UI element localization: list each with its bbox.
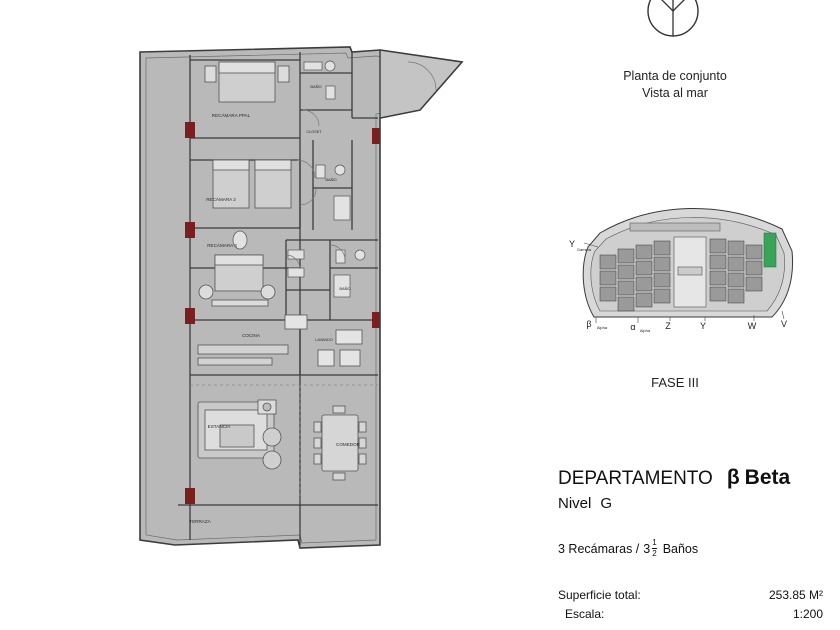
keyplan-axis-label: W [747,321,757,331]
phase-label: FASE III [651,375,699,390]
total-label: Escala: [565,607,605,621]
room-label: BAÑO [339,286,351,291]
department-name: Beta [744,466,791,489]
room-label: COCINA [242,333,260,338]
compass-rose-icon [640,0,706,44]
view-title-line1: Planta de conjunto [623,69,727,83]
level-value: G [600,495,613,512]
keyplan-axis-label: Z [665,321,671,331]
keyplan-highlight-unit [764,233,776,267]
room-label: COMEDOR [336,442,360,447]
keyplan-diagram [560,185,800,350]
rooms-count-text: 3 Recámaras / [558,541,640,556]
room-label: BAÑO [310,84,322,89]
department-title [558,466,790,490]
total-row [558,586,823,605]
level-label: Nivel [558,495,592,512]
view-title [540,68,810,102]
room-label: BAÑO [325,177,337,182]
department-greek-symbol: β [726,466,740,489]
room-label: RECÁMARA PPAL [211,113,251,118]
view-title-line2: Vista al mar [642,86,708,100]
room-label: RECÁMARA 3 [207,243,237,248]
keyplan-axis-label: Y [568,239,576,249]
room-label: ESTANCIA [207,424,231,429]
baths-whole: 3 [643,541,651,556]
total-value: 253.85 M² [768,588,823,602]
department-prefix: DEPARTAMENTO [558,468,713,489]
room-label: CLOSET [306,130,322,134]
baths-fraction [652,539,656,558]
info-panel [540,0,840,630]
keyplan-axis-label: α [630,322,636,332]
total-value: 1:200 [792,607,823,621]
totals-block [558,586,823,624]
keyplan-axis-sublabel: Alpha [639,328,651,333]
baths-suffix: Baños [662,541,699,556]
keyplan-axis-label: β [586,319,592,329]
room-label: TERRAZA [189,519,211,524]
level-line [558,495,612,512]
baths-fraction-numerator: 1 [652,538,657,547]
total-label: Superficie total: [558,588,641,602]
keyplan-axis-sublabel: Gamma [576,247,592,252]
keyplan-axis-label: V [780,319,788,329]
keyplan-axis-sublabel: Alpha [596,325,608,330]
total-row [558,605,823,624]
baths-fraction-denominator: 2 [652,549,657,558]
keyplan-axis-label: Y [699,321,707,331]
rooms-baths-line [558,539,698,558]
room-label: RECÁMARA 2 [206,197,236,202]
room-label: LAVANDO [315,338,333,342]
